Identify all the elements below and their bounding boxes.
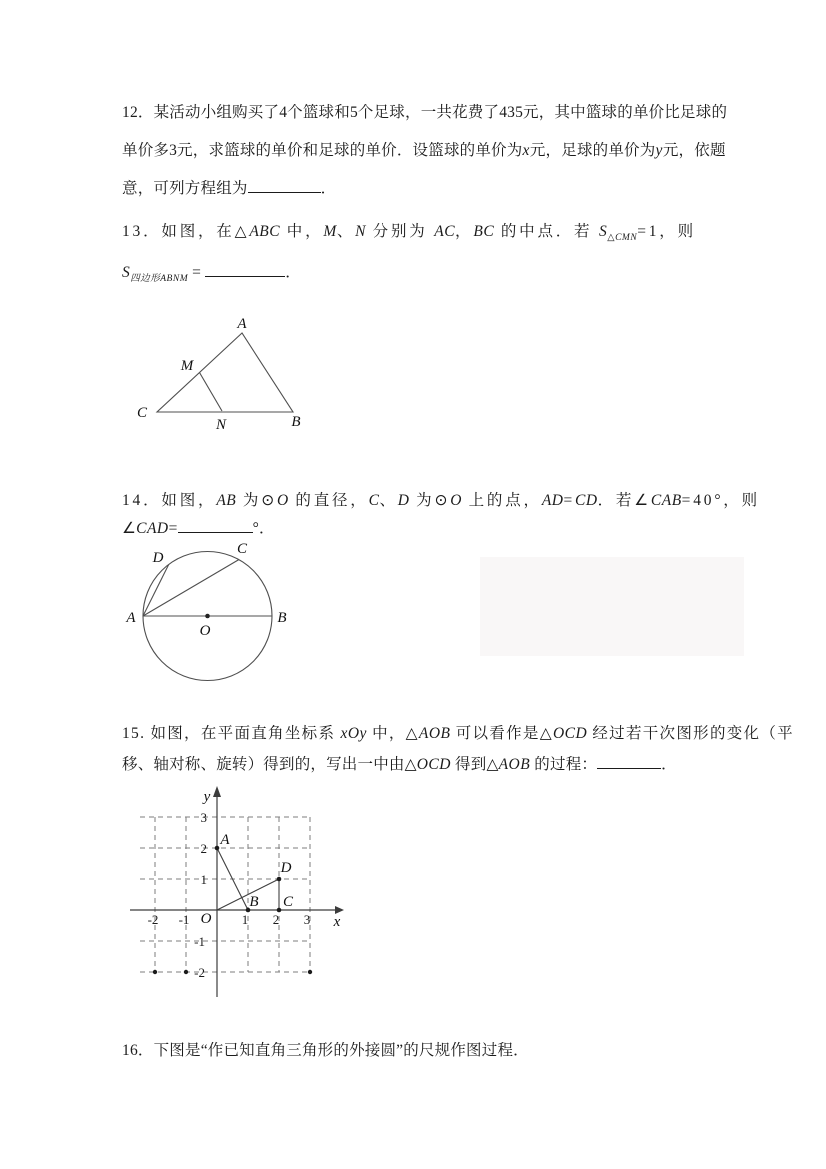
text-segment: ∠ [122, 520, 137, 537]
text-segment: = [563, 492, 576, 509]
text-segment: ， [455, 223, 474, 240]
answer-blank [205, 262, 285, 277]
point-label-b: B [249, 894, 259, 910]
text-segment: 为⊙ [409, 492, 451, 509]
y-axis-arrow-icon [213, 786, 221, 797]
y-tick--2: -2 [194, 965, 205, 980]
point-a-dot [215, 846, 220, 851]
triangle-abc-outline [157, 333, 293, 412]
text-segment: N [355, 223, 366, 240]
center-o-dot [205, 614, 210, 619]
problem-14-line-2 [122, 516, 275, 538]
text-segment: 13．如图，在△ [122, 223, 250, 240]
text-segment: S [122, 264, 131, 281]
problem-15-line-2 [122, 752, 677, 774]
text-segment: C [368, 492, 380, 509]
point-label-a: A [220, 832, 230, 848]
text-segment: OCD [416, 756, 451, 773]
text-segment: D [397, 492, 410, 509]
y-tick-2: 2 [200, 841, 207, 856]
text-segment: 、 [379, 492, 398, 509]
text-segment: = [168, 520, 178, 537]
text-segment: BC [473, 223, 495, 240]
text-segment: 16．下图是“作已知直角三角形的外接圆”的尺规作图过程． [122, 1042, 529, 1059]
figure-15-coordinate-grid [125, 783, 360, 1018]
text-segment: 的过程： [530, 756, 598, 773]
center-label-o: O [199, 623, 211, 639]
text-segment: 元，足球的单价为 [529, 142, 656, 159]
vertex-label-c: C [136, 405, 148, 421]
text-segment: 经过若干次图形的变化（平 [587, 725, 794, 742]
point-label-d: D [152, 550, 164, 566]
text-segment: 元，依题 [662, 142, 726, 159]
text-segment: 15. 如图，在平面直角坐标系 [122, 725, 341, 742]
text-segment: 单价多3元，求篮球的单价和足球的单价．设篮球的单价为 [122, 142, 523, 159]
text-segment: 14．如图， [122, 492, 217, 509]
text-segment: 中，△ [366, 725, 419, 742]
text-segment: 可以看作是△ [450, 725, 553, 742]
text-segment: ABC [249, 223, 281, 240]
text-segment: ． [285, 264, 301, 281]
text-segment: 中， [280, 223, 324, 240]
segment-mn [200, 373, 223, 412]
problem-15-line-1 [122, 721, 794, 743]
text-segment: 的中点．若 [494, 223, 600, 240]
y-tick-3: 3 [200, 810, 207, 825]
x-axis-arrow-icon [335, 906, 344, 914]
blank-gray-region [480, 557, 744, 656]
text-segment: °． [252, 520, 275, 537]
text-segment: 意，可列方程组为 [122, 180, 248, 197]
text-segment: AD [541, 492, 564, 509]
text-segment: xOy [340, 725, 367, 742]
text-segment: = [188, 264, 206, 281]
y-tick--1: -1 [194, 934, 205, 949]
y-tick-1: 1 [200, 872, 207, 887]
origin-label: O [200, 911, 212, 927]
text-segment: AOB [418, 725, 451, 742]
text-segment: 的直径， [288, 492, 369, 509]
vertex-label-n: N [215, 417, 227, 433]
text-segment: x [522, 142, 530, 159]
text-segment: 移、轴对称、旋转）得到的，写出一中由△ [122, 756, 417, 773]
problem-14-line-1 [122, 488, 760, 510]
text-segment: AC [434, 223, 456, 240]
text-segment: 四边形ABNM [130, 274, 189, 284]
text-segment: 、 [336, 223, 356, 240]
text-segment: y [655, 142, 663, 159]
grid-corner-dot [184, 970, 188, 974]
x-tick--1: -1 [178, 912, 190, 927]
point-label-d: D [280, 860, 292, 876]
text-segment: O [277, 492, 289, 509]
point-label-b: B [277, 610, 287, 626]
problem-12-line-2 [122, 138, 726, 160]
point-label-c: C [236, 541, 248, 557]
text-segment: 分别为 [365, 223, 435, 240]
text-segment: O [450, 492, 462, 509]
x-tick-1: 1 [241, 912, 249, 927]
vertex-label-a: A [237, 316, 247, 332]
point-label-c: C [282, 894, 294, 910]
text-segment: =40°，则 [681, 492, 760, 509]
text-segment: ． [320, 180, 337, 197]
vertex-label-b: B [291, 414, 301, 430]
answer-blank [178, 518, 253, 533]
grid-corner-dot [308, 970, 312, 974]
problem-12-line-3 [122, 176, 336, 198]
figure-14-circle [118, 538, 308, 693]
text-segment: =1，则 [637, 223, 696, 240]
text-segment: S [599, 223, 608, 240]
text-segment: OCD [552, 725, 588, 742]
y-axis-label: y [203, 789, 211, 805]
text-segment: △CMN [607, 233, 638, 243]
text-segment: AOB [498, 756, 531, 773]
grid-corner-dot [153, 970, 157, 974]
vertex-label-m: M [180, 358, 194, 374]
text-segment: 为⊙ [236, 492, 278, 509]
text-segment: CAD [136, 520, 169, 537]
x-tick--2: -2 [147, 912, 159, 927]
answer-blank [597, 754, 661, 769]
point-label-a: A [126, 610, 136, 626]
text-segment: ． [661, 756, 677, 773]
problem-16-line-1 [122, 1038, 529, 1060]
text-segment: M [323, 223, 337, 240]
text-segment: 上的点， [461, 492, 542, 509]
text-segment: ．若∠ [597, 492, 651, 509]
problem-13-line-1 [122, 219, 696, 243]
text-segment: CAB [650, 492, 682, 509]
problem-12-line-1 [122, 100, 727, 122]
x-tick-3: 3 [303, 912, 311, 927]
answer-blank [248, 178, 321, 193]
point-d-dot [277, 877, 282, 882]
text-segment: AB [216, 492, 237, 509]
text-segment: 12．某活动小组购买了4个篮球和5个足球，一共花费了435元，其中篮球的单价比足球的 [122, 104, 728, 121]
text-segment: CD [575, 492, 598, 509]
x-tick-2: 2 [272, 912, 280, 927]
text-segment: 得到△ [450, 756, 499, 773]
problem-13-line-2 [122, 260, 301, 284]
figure-13-triangle [120, 300, 330, 450]
x-axis-label: x [333, 914, 341, 930]
